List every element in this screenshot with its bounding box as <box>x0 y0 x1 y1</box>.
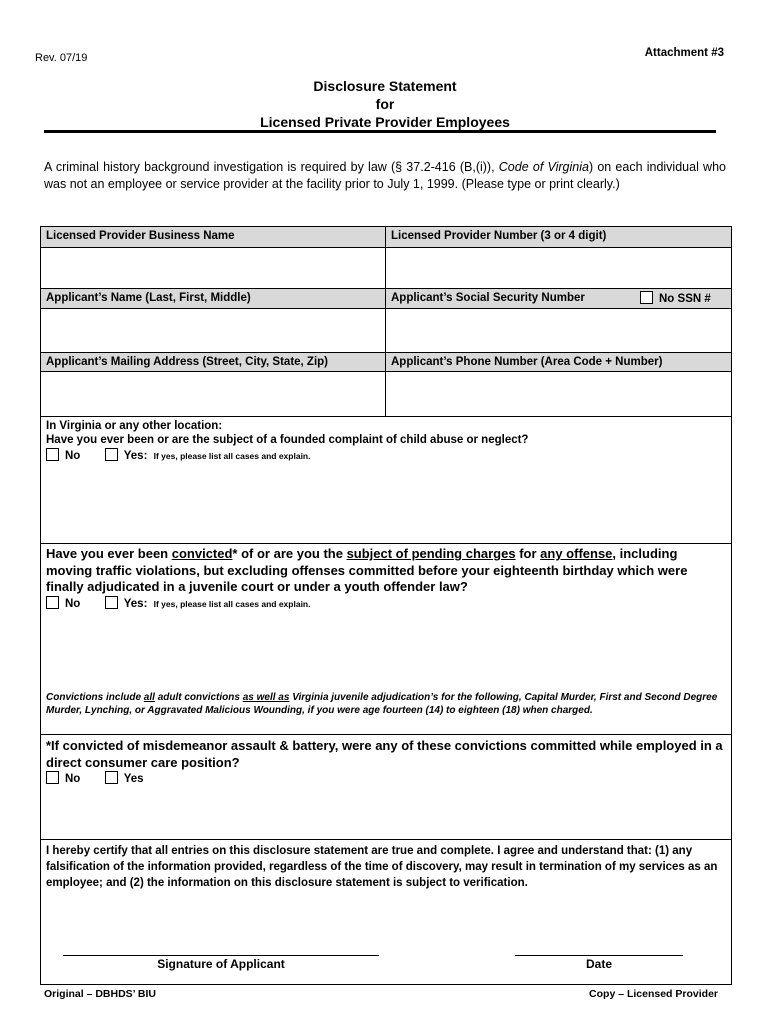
q3-yes-checkbox[interactable] <box>105 771 118 784</box>
q2-no-label: No <box>65 598 81 610</box>
q2-options <box>46 596 311 611</box>
q1-options <box>46 448 311 463</box>
q2-question <box>46 546 726 596</box>
q2-no-checkbox[interactable] <box>46 596 59 609</box>
note-all: all <box>143 692 155 703</box>
title-line-2: for <box>375 96 395 112</box>
q3-question: *If convicted of misdemeanor assault & battery, were any of these convictions committed while employed in a direct consumer care position? <box>46 738 723 770</box>
q1-intro: In Virginia or any other location: <box>46 420 223 432</box>
no-ssn-option <box>640 291 711 306</box>
q1-yes-label: Yes: <box>123 450 148 462</box>
phone-field[interactable] <box>386 372 731 416</box>
signature-line[interactable] <box>63 955 379 956</box>
address-label: Applicant’s Mailing Address (Street, City, State, Zip) <box>41 353 385 371</box>
q1-no-checkbox[interactable] <box>46 448 59 461</box>
no-ssn-label: No SSN # <box>659 293 711 305</box>
q1-instruction: If yes, please list all cases and explain. <box>153 451 311 461</box>
q2-convictions-note <box>46 691 726 717</box>
q2-yes-label: Yes: <box>123 598 148 610</box>
q3-explanation-area[interactable] <box>41 787 731 839</box>
intro-paragraph <box>44 159 726 192</box>
q3-no-checkbox[interactable] <box>46 771 59 784</box>
q1-explanation-area[interactable] <box>41 465 731 543</box>
revision-label: Rev. 07/19 <box>35 52 88 64</box>
q2-convicted: convicted <box>171 546 233 561</box>
q2-explanation-area[interactable] <box>41 613 731 689</box>
q2-instruction: If yes, please list all cases and explain. <box>153 599 311 609</box>
ssn-label-cell <box>386 289 731 308</box>
title-line-1: Disclosure Statement <box>313 78 457 94</box>
footer-original: Original – DBHDS’ BIU <box>44 988 157 1000</box>
date-label: Date <box>585 957 612 971</box>
q1-yes-checkbox[interactable] <box>105 448 118 461</box>
q2-text-2: * of or are you the <box>232 546 347 561</box>
q1-no-label: No <box>65 450 81 462</box>
note-text-3: Virginia juvenile adjudication’s for the following, Capital Murder, First and Second Degree Murder, Lynching, or Aggravated Malicious Wounding, if you were age fourteen (14) to eighteen (18) when charged. <box>46 692 718 716</box>
q2-yes-checkbox[interactable] <box>105 596 118 609</box>
note-as-well-as: as well as <box>242 692 290 703</box>
intro-code-name: Code of Virginia <box>498 160 589 174</box>
note-text-1: Convictions include <box>46 692 144 703</box>
provider-number-field[interactable] <box>386 248 731 288</box>
disclosure-form <box>40 226 732 985</box>
attachment-label: Attachment #3 <box>644 47 724 59</box>
q2-pending-charges: subject of pending charges <box>346 546 516 561</box>
q2-text-4: , including moving traffic violations, but excluding offenses committed before your eighteenth birthday which were finally adjudicated in a juvenile court or under a youth offender law? <box>46 546 688 594</box>
q1-question: Have you ever been or are the subject of a founded complaint of child abuse or neglect? <box>46 434 529 446</box>
mailing-address-field[interactable] <box>41 372 385 416</box>
certification-text: I hereby certify that all entries on this disclosure statement are true and complete. I agree and understand that: (1) any falsification of the information provided, regardless of the time of discovery, may result in termination of my services as an employee; and (2) the information on this disclosure statement is subject to verification. <box>46 845 718 889</box>
phone-label: Applicant’s Phone Number (Area Code + Number) <box>386 353 731 371</box>
intro-text-2: ) on each individual who was not an employee or service provider at the facility prior to July 1, 1999. (Please type or print clearly.) <box>44 160 726 191</box>
no-ssn-checkbox[interactable] <box>640 291 653 304</box>
applicant-name-label: Applicant’s Name (Last, First, Middle) <box>41 289 385 308</box>
applicant-name-field[interactable] <box>41 309 385 352</box>
q2-text-3: for <box>515 546 541 561</box>
ssn-label: Applicant’s Social Security Number <box>391 292 585 304</box>
provider-number-label: Licensed Provider Number (3 or 4 digit) <box>386 227 731 247</box>
q3-options <box>46 771 144 786</box>
business-name-field[interactable] <box>41 248 385 288</box>
intro-text-1: A criminal history background investigation is required by law (§ 37.2-416 (B,(i)), <box>44 160 499 174</box>
note-text-2: adult convictions <box>154 692 243 703</box>
ssn-field[interactable] <box>386 309 731 352</box>
title-rule <box>44 130 716 133</box>
q3-yes-label: Yes <box>123 773 144 785</box>
title-line-3: Licensed Private Provider Employees <box>260 114 510 130</box>
q2-any-offense: any offense <box>540 546 613 561</box>
date-line[interactable] <box>515 955 683 956</box>
q3-no-label: No <box>65 773 81 785</box>
q2-text-1: Have you ever been <box>46 546 172 561</box>
footer-copy: Copy – Licensed Provider <box>589 988 718 1000</box>
business-name-label: Licensed Provider Business Name <box>41 227 385 247</box>
signature-label: Signature of Applicant <box>157 957 285 971</box>
